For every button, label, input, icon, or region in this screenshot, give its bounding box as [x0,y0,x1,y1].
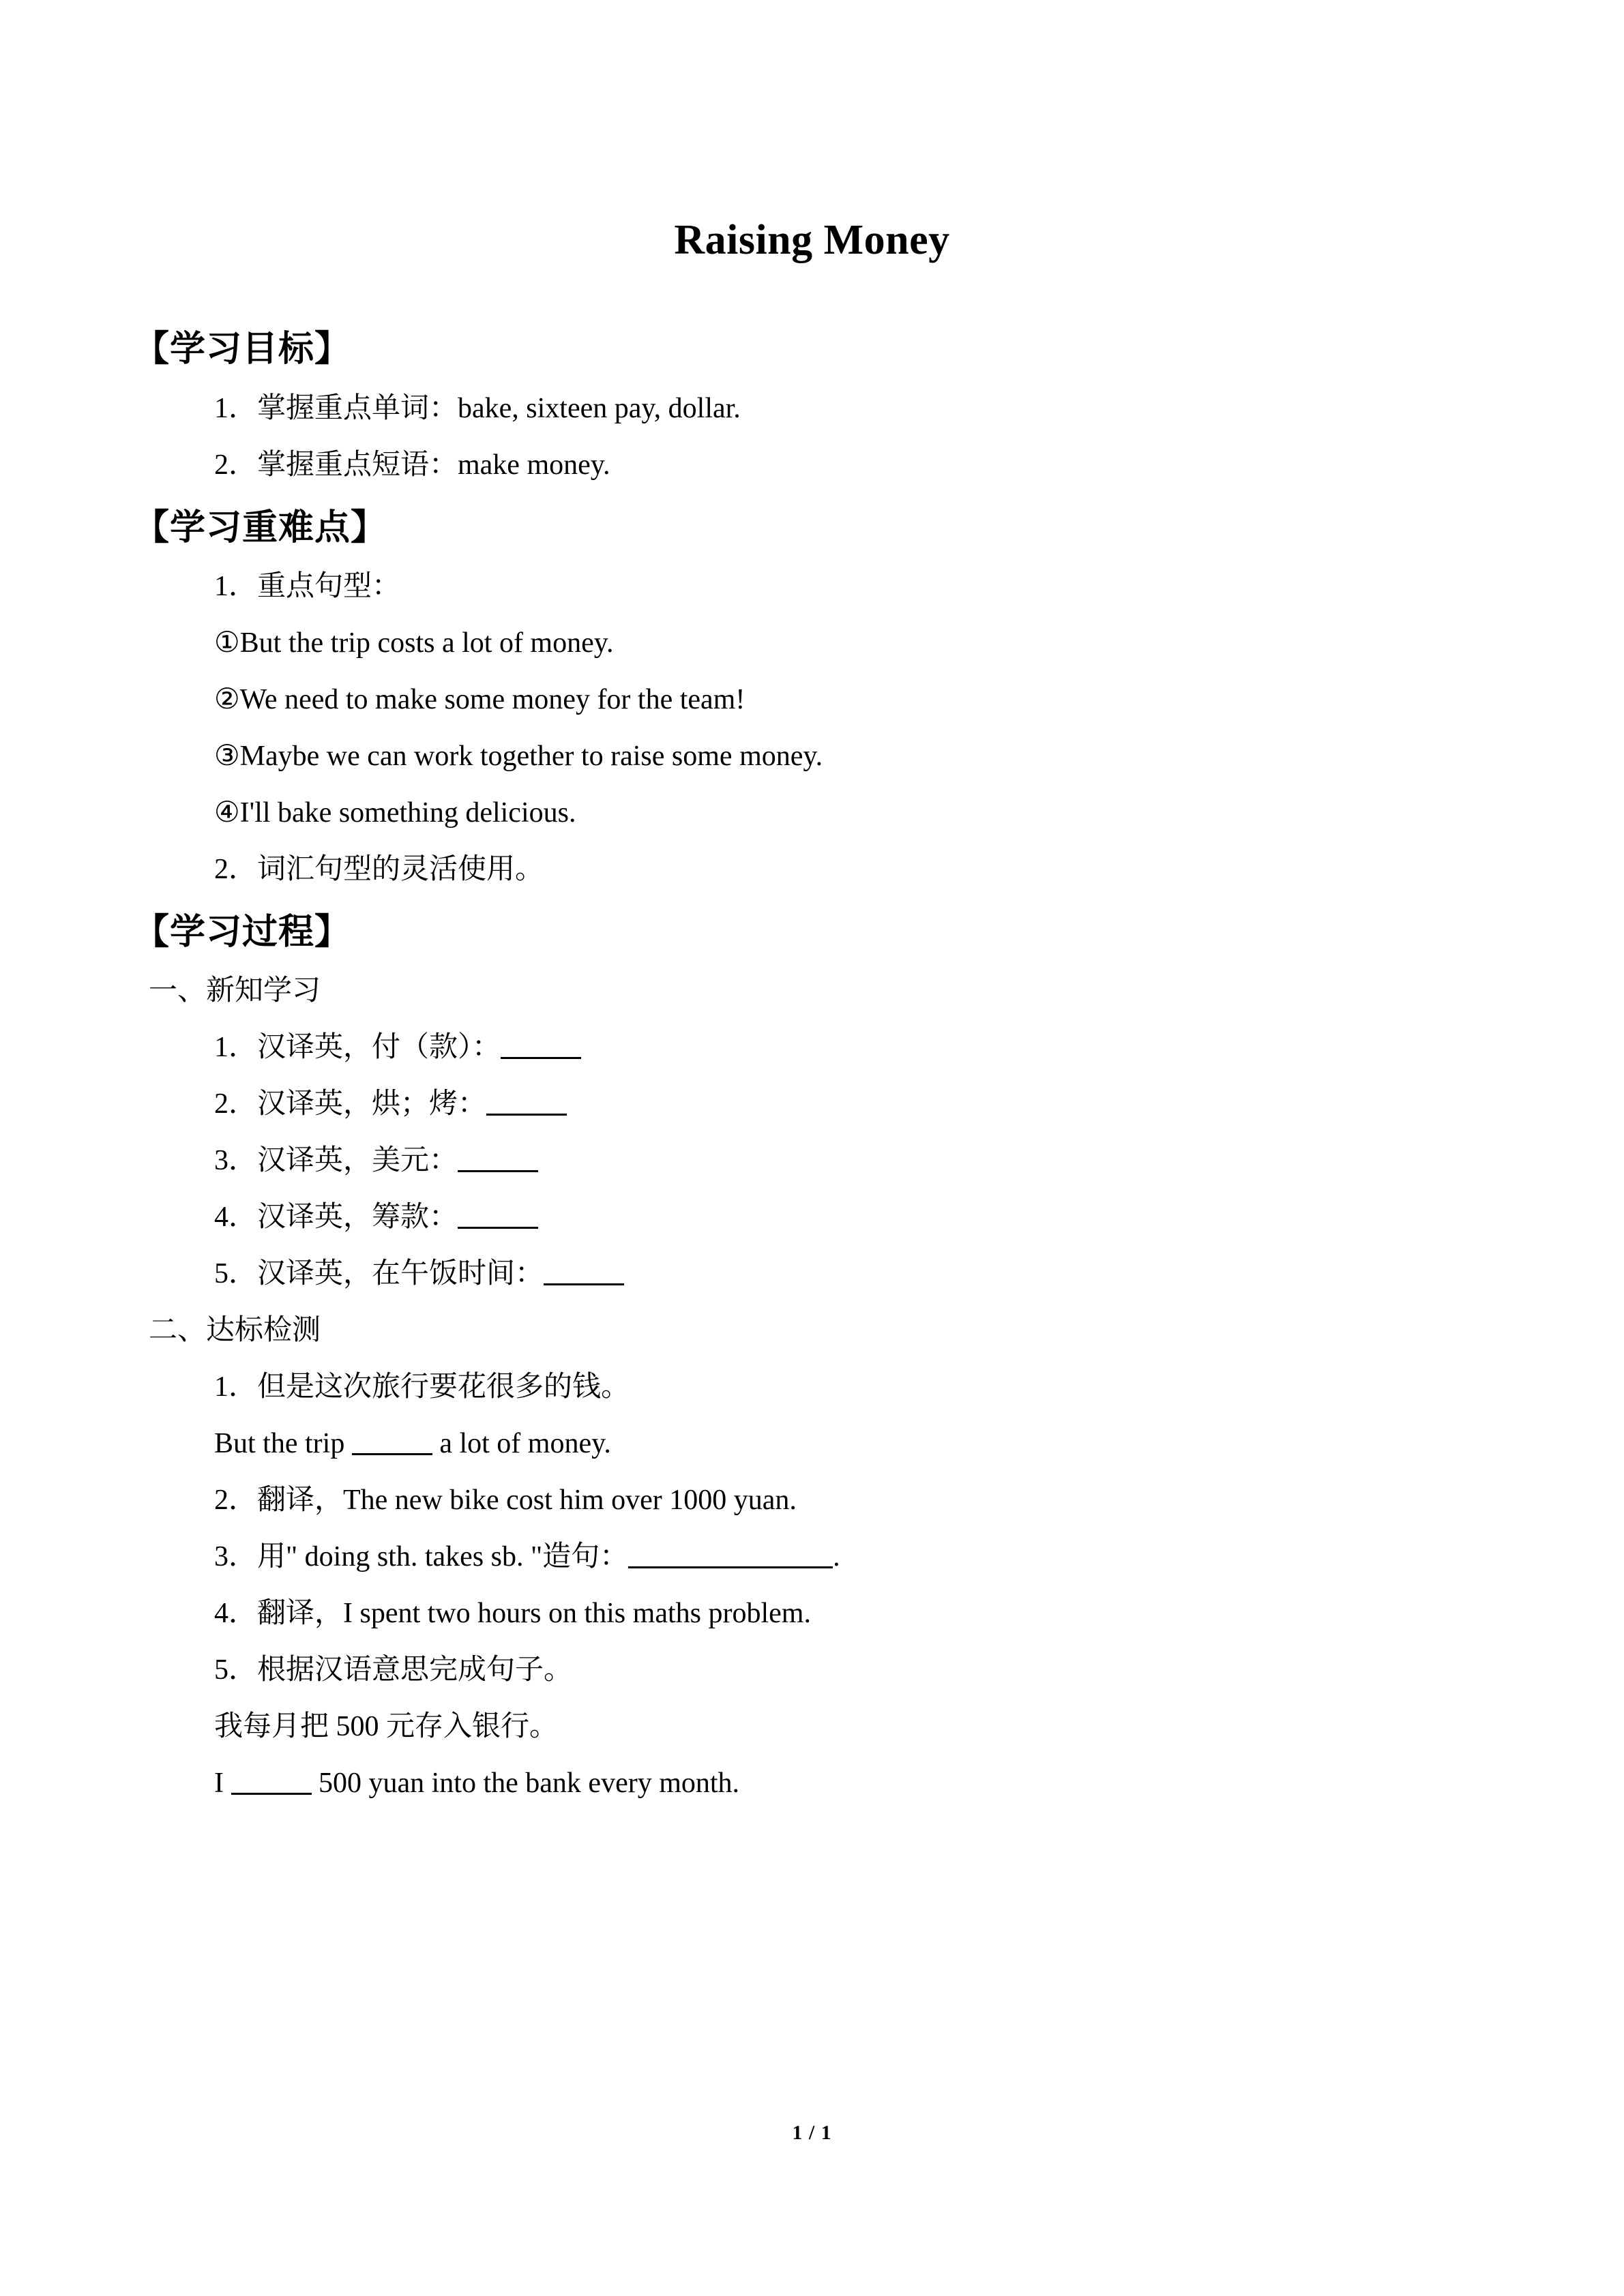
key-sentence-3: ③Maybe we can work together to raise some money. [214,740,823,772]
key-sentence-4: ④I'll bake something delicious. [214,796,576,829]
new-knowledge-item-2 [134,1090,1508,1118]
learning-goal-item-1: 1．掌握重点单词：bake, sixteen pay, dollar. [214,392,741,424]
key-difficulty-item-2: 2．词汇句型的灵活使用。 [214,853,544,885]
item-text-suffix: a lot of money. [432,1428,611,1460]
assessment-item-2: 2．翻译，The new bike cost him over 1000 yuan. [214,1485,797,1517]
answer-blank[interactable] [544,1283,624,1285]
assessment-item-5-answer-line [134,1769,1508,1798]
answer-blank[interactable] [458,1170,538,1172]
answer-blank[interactable] [458,1227,538,1229]
assessment-item-1: 1．但是这次旅行要花很多的钱。 [214,1371,630,1403]
learning-goal-item-2: 2．掌握重点短语：make money. [214,449,610,481]
item-text-suffix: . [833,1541,840,1573]
document-body [0,329,1624,1798]
section-heading-learning-process: 【学习过程】 [134,912,351,952]
new-knowledge-item-1 [134,1033,1508,1062]
page-footer: 1 / 1 [792,2121,832,2144]
page-title: Raising Money [674,217,950,263]
answer-blank[interactable] [628,1566,833,1568]
answer-blank[interactable] [486,1114,567,1116]
subsection-label-new-knowledge: 一、新知学习 [149,975,321,1007]
item-text: 3．用" doing sth. takes sb. "造句： [214,1541,629,1573]
assessment-item-3 [134,1542,1508,1571]
subsection-label-assessment: 二、达标检测 [149,1315,321,1347]
answer-blank[interactable] [352,1453,432,1455]
item-text: 1．汉译英，付（款）： [214,1032,501,1064]
item-text: But the trip [214,1428,352,1460]
assessment-item-4: 4．翻译，I spent two hours on this maths problem. [214,1598,811,1630]
item-text: 2．汉译英，烘；烤： [214,1088,487,1120]
item-text: 5．汉译英，在午饭时间： [214,1258,544,1290]
item-text: I [214,1768,231,1800]
assessment-item-5-chinese: 我每月把 500 元存入银行。 [214,1711,559,1743]
new-knowledge-item-4 [134,1203,1508,1232]
section-heading-key-difficulties: 【学习重难点】 [134,508,387,548]
assessment-item-1-answer-line [134,1429,1508,1458]
item-text: 4．汉译英，筹款： [214,1202,458,1234]
item-text-suffix: 500 yuan into the bank every month. [311,1768,740,1800]
item-text: 3．汉译英，美元： [214,1145,458,1177]
answer-blank[interactable] [501,1057,581,1059]
new-knowledge-item-3 [134,1146,1508,1175]
new-knowledge-item-5 [134,1259,1508,1288]
key-sentence-1: ①But the trip costs a lot of money. [214,627,614,659]
key-sentence-2: ②We need to make some money for the team! [214,683,745,715]
assessment-item-5: 5．根据汉语意思完成句子。 [214,1654,573,1686]
answer-blank[interactable] [231,1793,312,1795]
section-heading-learning-goals: 【学习目标】 [134,330,351,370]
key-difficulty-item-1: 1．重点句型： [214,570,401,602]
